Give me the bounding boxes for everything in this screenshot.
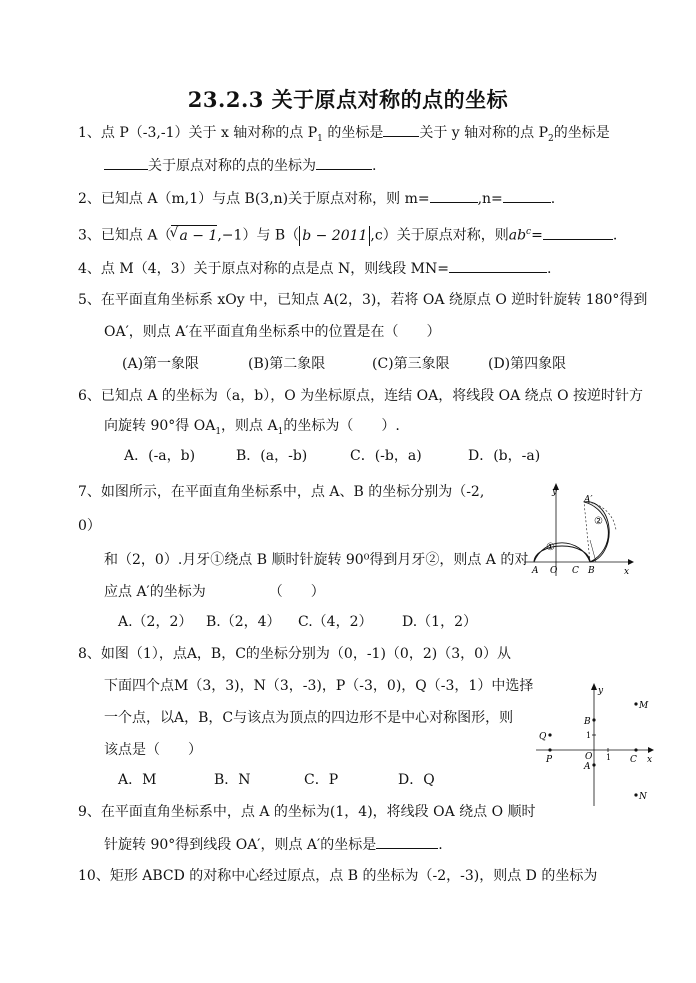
point-q — [548, 733, 551, 736]
q3-text-a: 3、已知点 A（ — [78, 227, 172, 244]
question-10-line-1: 10、矩形 ABCD 的对称中心经过原点，点 B 的坐标为（-2，-3)，则点 D 的坐标为 — [78, 868, 598, 884]
q6-option-d[interactable]: D．(b，-a) — [468, 448, 541, 464]
question-8-line-1: 8、如图（1），点A，B，C的坐标分别为（0，-1)（0，2)（3，0）从 — [78, 646, 512, 662]
q3-eq: = — [531, 227, 543, 244]
question-7-line-4: 应点 A′的坐标为 （ ） — [104, 584, 325, 600]
q1-text-b: 的坐标是 — [327, 125, 384, 141]
fig7-label-a: A — [532, 566, 539, 576]
fig7-label-moon-1: ① — [546, 542, 555, 553]
q1-text-a: 1、点 P（-3,-1）关于 x 轴对称的点 P — [78, 125, 318, 141]
q6-option-c[interactable]: C．(-b，a) — [350, 448, 422, 464]
q6-text-d: 的坐标为（ ）. — [283, 418, 400, 434]
moon-rotation-figure — [524, 480, 636, 580]
y-axis-arrow-icon — [591, 683, 597, 690]
q6-option-b[interactable]: B．(a，-b) — [236, 448, 308, 464]
fig7-label-c: C — [572, 566, 579, 576]
q7-option-b[interactable]: B.（2，4） — [206, 614, 281, 630]
point-b — [592, 718, 595, 721]
moon-1 — [534, 543, 590, 562]
fig7-label-o: O — [550, 566, 558, 576]
q1-blank-p1[interactable] — [383, 122, 419, 137]
q3-sqrt-content: a − 1 — [179, 227, 218, 244]
q4-blank[interactable] — [449, 258, 547, 273]
q1-sub-1: 1 — [317, 133, 323, 144]
question-7-line-3: 和（2，0）.月牙①绕点 B 顺时针旋转 90⁰得到月牙②，则点 A 的对 — [104, 552, 529, 568]
fig8-label-m: M — [639, 701, 649, 711]
q6-option-a[interactable]: A．(-a，b) — [124, 448, 196, 464]
fig8-label-y: y — [598, 686, 604, 696]
q2-end: . — [550, 191, 556, 207]
fig8-label-o: O — [585, 752, 593, 762]
fig8-label-one-x: 1 — [606, 753, 612, 762]
q7-option-c[interactable]: C.（4，2） — [298, 614, 373, 630]
fig7-label-x: x — [624, 567, 630, 577]
question-5-line-1: 5、在平面直角坐标系 xOy 中，已知点 A(2，3)，若将 OA 绕原点 O 逆时针旋转 180°得到 — [78, 292, 648, 308]
q4-text-a: 4、点 M（4，3）关于原点对称的点是点 N，则线段 MN= — [78, 261, 449, 277]
point-c — [634, 748, 637, 751]
question-6-line-1: 6、已知点 A 的坐标为（a，b），O 为坐标原点，连结 OA，将线段 OA 绕点 O 按逆时针方 — [78, 388, 644, 404]
q1-end: . — [372, 158, 377, 174]
fig7-label-moon-2: ② — [594, 516, 603, 527]
q3-blank[interactable] — [543, 225, 613, 240]
fig8-label-c: C — [630, 755, 637, 765]
q7-option-d[interactable]: D.（1，2） — [402, 614, 477, 630]
q3-end: . — [612, 227, 618, 244]
q1-text-c: 关于 y 轴对称的点 P — [419, 125, 549, 141]
fig7-label-y: y — [552, 487, 558, 497]
quadrilateral-figure — [532, 680, 658, 810]
point-n — [634, 793, 637, 796]
question-9-line-2 — [104, 834, 443, 855]
question-9-line-1: 9、在平面直角坐标系中，点 A 的坐标为(1，4)，将线段 OA 绕点 O 顺时 — [78, 804, 536, 820]
question-7-line-1: 7、如图所示，在平面直角坐标系中，点 A、B 的坐标分别为（-2, — [78, 484, 485, 500]
q9-text-b: 针旋转 90°得到线段 OA′，则点 A′的坐标是 — [104, 837, 377, 853]
q2-blank-n[interactable] — [503, 188, 551, 203]
question-1-line-1 — [78, 122, 610, 149]
question-6-line-2 — [104, 416, 400, 442]
point-m — [634, 702, 637, 705]
q4-end: . — [546, 261, 552, 277]
q3-text-b: ,−1）与 B（ — [217, 227, 300, 244]
question-8-line-2: 下面四个点M（3，3)，N（3，-3)，P（-3，0)，Q（-3，1）中选择 — [104, 678, 534, 694]
question-5-line-2: OA′，则点 A′在平面直角坐标系中的位置是在（ ） — [104, 324, 441, 340]
q1-text-e: 关于原点对称的点的坐标为 — [148, 158, 316, 174]
abs-expression — [299, 226, 370, 246]
x-axis-arrow-icon — [648, 747, 654, 753]
question-8-line-3: 一个点，以A，B，C与该点为顶点的四边形不是中心对称图形，则 — [104, 710, 514, 726]
fig8-label-one-y: 1 — [586, 731, 592, 740]
fig7-label-b: B — [588, 566, 595, 576]
question-1-line-2 — [104, 155, 376, 176]
fig8-label-n: N — [639, 792, 647, 802]
fig8-label-b: B — [584, 717, 591, 727]
q6-text-c: ，则点 A — [221, 418, 278, 434]
q6-text-b: 向旋转 90°得 OA — [104, 418, 216, 434]
question-7-line-2: 0） — [78, 518, 101, 534]
question-3 — [78, 222, 617, 246]
fig8-label-x: x — [647, 755, 653, 765]
fig8-label-a: A — [584, 762, 591, 772]
page-title: 23.2.3 关于原点对称的点的坐标 — [187, 87, 509, 112]
q8-option-a[interactable]: A．M — [118, 772, 157, 788]
q7-option-a[interactable]: A.（2，2） — [118, 614, 193, 630]
sqrt-expression: √ a − 1 — [169, 224, 218, 244]
question-2 — [78, 188, 555, 209]
hatch-line — [590, 540, 596, 562]
q9-end: . — [438, 837, 443, 853]
fig8-label-p: P — [546, 755, 553, 765]
fig8-label-q: Q — [539, 732, 547, 742]
x-axis-arrow-icon — [628, 559, 634, 565]
point-a — [592, 763, 595, 766]
question-8-line-4: 该点是（ ） — [104, 742, 202, 758]
q2-text-a: 2、已知点 A（m,1）与点 B(3,n)关于原点对称，则 m= — [78, 191, 430, 207]
q8-option-b[interactable]: B．N — [214, 772, 251, 788]
q3-text-c: ,c）关于原点对称，则 — [370, 227, 509, 244]
q8-option-c[interactable]: C．P — [304, 772, 339, 788]
q9-blank[interactable] — [376, 834, 438, 849]
q5-option-b[interactable]: (B)第二象限 — [248, 356, 326, 372]
q1-sub-2: 2 — [548, 133, 554, 144]
q6-sub-1: 1 — [215, 426, 222, 437]
fig7-label-a-prime: A′ — [584, 495, 593, 505]
q1-blank-origin[interactable] — [316, 155, 372, 170]
q2-text-b: ,n= — [477, 191, 503, 207]
q2-blank-m[interactable] — [430, 188, 478, 203]
q3-expr: ab — [508, 227, 527, 244]
q5-option-d[interactable]: (D)第四象限 — [488, 356, 567, 372]
q3-sup: c — [526, 227, 532, 237]
q1-text-d: 的坐标是 — [553, 125, 610, 141]
q1-blank-p2[interactable] — [104, 155, 148, 170]
q5-option-a[interactable]: (A)第一象限 — [122, 356, 200, 372]
moon-2 — [584, 502, 609, 562]
q3-abs-content: b − 2011 — [302, 227, 368, 244]
question-4 — [78, 258, 551, 279]
q6-sub-2: 1 — [277, 426, 284, 437]
point-p — [548, 748, 551, 751]
q8-option-d[interactable]: D．Q — [398, 772, 435, 788]
q5-option-c[interactable]: (C)第三象限 — [372, 356, 450, 372]
